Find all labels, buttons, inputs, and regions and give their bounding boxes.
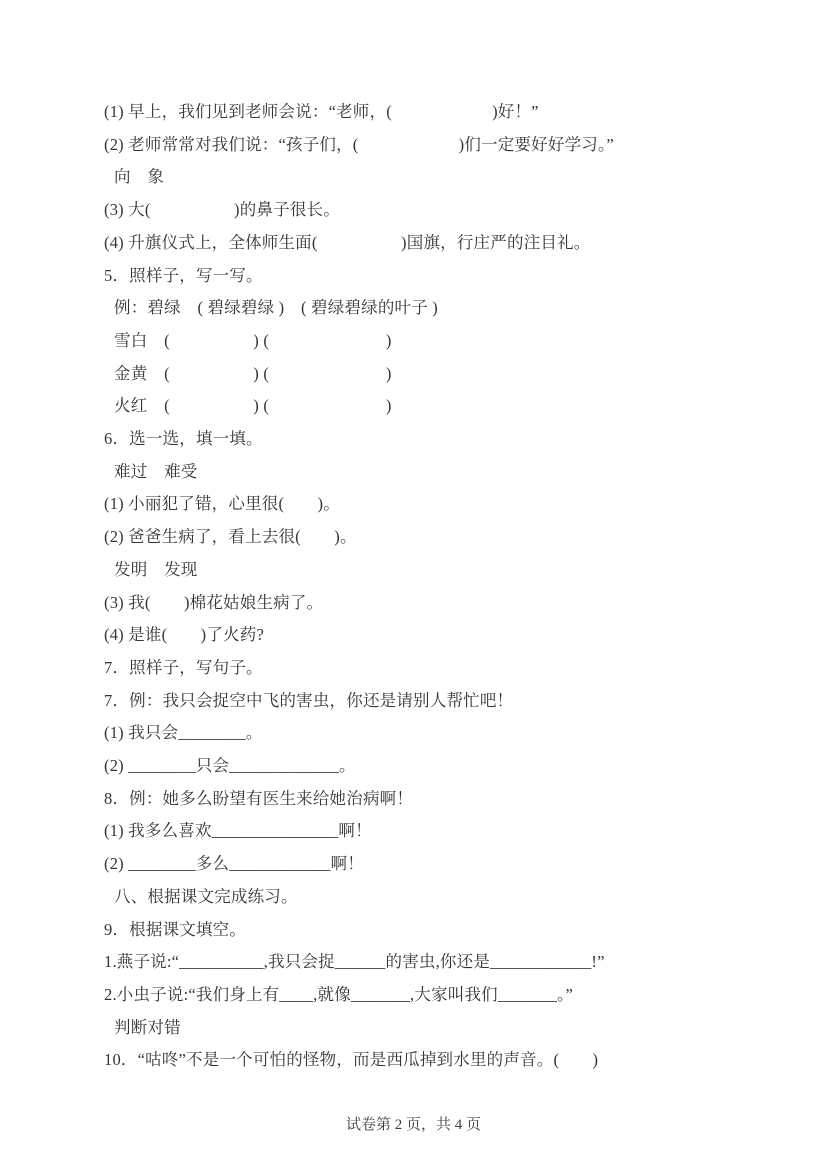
q5-heading: 5．照样子，写一写。 bbox=[104, 265, 263, 285]
q10-item: 10．“咕咚”不是一个可怕的怪物，而是西瓜掉到水里的声音。( ) bbox=[104, 1050, 599, 1070]
q9-heading: 9．根据课文填空。 bbox=[104, 919, 247, 939]
q5-row-xuebai: 雪白 ( ) ( ) bbox=[114, 330, 392, 350]
q6-heading: 6．选一选，填一填。 bbox=[104, 429, 263, 449]
q7-heading: 7．照样子，写句子。 bbox=[104, 657, 263, 677]
section-8-heading: 八、根据课文完成练习。 bbox=[114, 886, 298, 906]
judge-true-false-label: 判断对错 bbox=[114, 1017, 181, 1037]
page-footer: 试卷第 2 页，共 4 页 bbox=[345, 1117, 481, 1133]
exam-body bbox=[104, 96, 744, 1077]
q8-sub-item-1: (1) 我多么喜欢_______________啊！ bbox=[104, 821, 372, 841]
q9-sub-item-2: 2.小虫子说:“我们身上有____,就像_______,大家叫我们_______。” bbox=[104, 984, 574, 1004]
q6-sub-item-4: (4) 是谁( )了火药? bbox=[104, 625, 264, 645]
q6-sub-item-1: (1) 小丽犯了错，心里很( )。 bbox=[104, 494, 340, 514]
q6-sub-item-3: (3) 我( )棉花姑娘生病了。 bbox=[104, 592, 324, 612]
q8-example: 8．例：她多么盼望有医生来给她治病啊！ bbox=[104, 788, 414, 808]
q4-sub-item-2: (2) 老师常常对我们说：“孩子们，( )们一定要好好学习。” bbox=[104, 134, 614, 154]
q7-sub-item-1: (1) 我只会________。 bbox=[104, 723, 263, 743]
q6-sub-item-2: (2) 爸爸生病了，看上去很( )。 bbox=[104, 527, 357, 547]
q4-sub-item-1: (1) 早上，我们见到老师会说：“老师，( )好！” bbox=[104, 102, 539, 121]
q4-sub-item-4: (4) 升旗仪式上，全体师生面( )国旗，行庄严的注目礼。 bbox=[104, 232, 591, 252]
q8-sub-item-2: (2) ________多么____________啊！ bbox=[104, 854, 364, 874]
q7-sub-item-2: (2) ________只会_____________。 bbox=[104, 756, 356, 776]
q7-example: 7．例：我只会捉空中飞的害虫，你还是请别人帮忙吧！ bbox=[104, 690, 514, 710]
q6-word-bank-2: 发明 发现 bbox=[114, 559, 198, 579]
q9-sub-item-1: 1.燕子说:“__________,我只会捉______的害虫,你还是____________!” bbox=[104, 952, 605, 972]
q5-row-jinhuang: 金黄 ( ) ( ) bbox=[114, 363, 392, 383]
q5-row-huohong: 火红 ( ) ( ) bbox=[114, 396, 392, 416]
q5-example: 例：碧绿 ( 碧绿碧绿 ) ( 碧绿碧绿的叶子 ) bbox=[114, 298, 438, 318]
q4-word-bank: 向 象 bbox=[114, 167, 165, 187]
q6-word-bank-1: 难过 难受 bbox=[114, 461, 198, 481]
q4-sub-item-3: (3) 大( )的鼻子很长。 bbox=[104, 200, 340, 220]
